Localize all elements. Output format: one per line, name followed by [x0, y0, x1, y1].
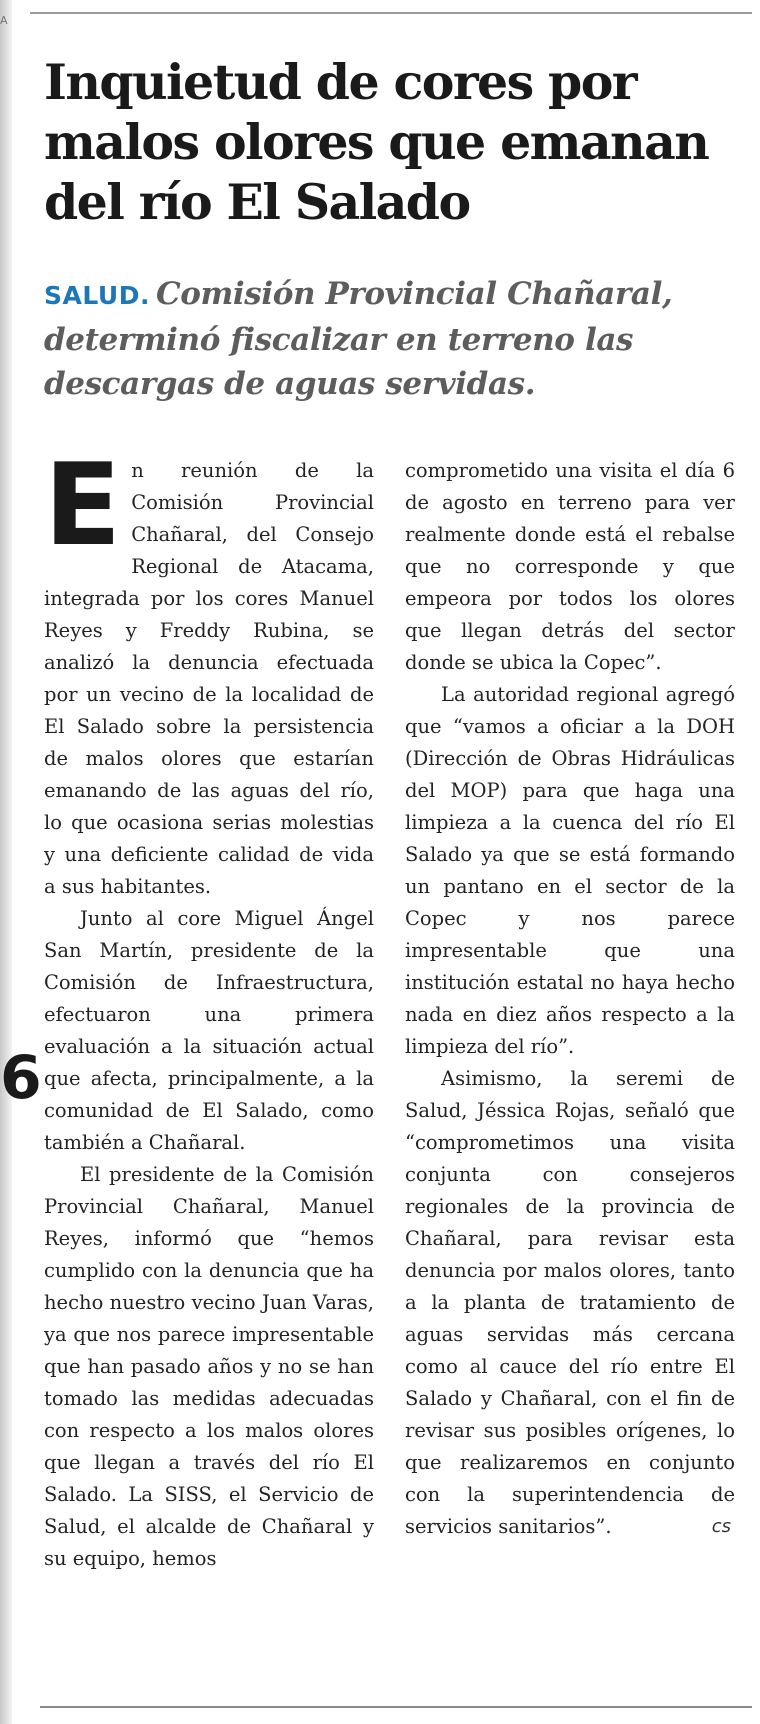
- adjacent-page-letter: A: [0, 14, 8, 27]
- deck-text: Comisión Provincial Chañaral, determinó fiscalizar en terreno las descargas de aguas servidas.: [44, 276, 673, 402]
- adjacent-page-edge: [0, 0, 42, 1724]
- paragraph-text: n reunión de la Comisión Provincial Chañaral, del Consejo Regional de Atacama, integrada por los cores Manuel Reyes y Freddy Rubina, se analizó la denuncia efectuada por un vecino de la localidad de El Salado sobre la persistencia de malos olores que estarían emanando de las aguas del río, lo que ocasiona serias molestias y una deficiente calidad de vida a sus habitantes.: [44, 459, 374, 898]
- article-deck: [44, 272, 744, 406]
- article-paragraph: La autoridad regional agregó que “vamos a oficiar a la DOH (Dirección de Obras Hidráulicas del MOP) para que haga una limpieza a la cuenca del río El Salado ya que se está formando un pantano en el sector de la Copec y nos parece impresentable que una institución estatal no haya hecho nada en diez años respecto a la limpieza del río”.: [405, 683, 735, 1058]
- article-paragraph: [44, 439, 374, 903]
- top-rule: [30, 12, 752, 14]
- article-column-left: [44, 439, 374, 1575]
- article-column-right: [405, 455, 735, 1543]
- bottom-rule: [40, 1706, 752, 1708]
- article-paragraph: [405, 1063, 735, 1543]
- end-of-article-mark: cs: [711, 1516, 731, 1537]
- article-paragraph: Junto al core Miguel Ángel San Martín, presidente de la Comisión de Infraestructura, efectuaron una primera evaluación a la situación actual que afecta, principalmente, a la comunidad de El Salado, como también a Chañaral.: [44, 907, 374, 1154]
- section-tag: SALUD.: [44, 281, 150, 310]
- article-headline: Inquietud de cores por malos olores que emanan del río El Salado: [44, 53, 709, 231]
- adjacent-page-mark: 6: [0, 1043, 42, 1113]
- article-paragraph: El presidente de la Comisión Provincial Chañaral, Manuel Reyes, informó que “hemos cumplido con la denuncia que ha hecho nuestro vecino Juan Varas, ya que nos parece impresentable que han pasado años y no se han tomado las medidas adecuadas con respecto a los malos olores que llegan a través del río El Salado. La SISS, el Servicio de Salud, el alcalde de Chañaral y su equipo, hemos: [44, 1163, 374, 1570]
- drop-cap: E: [44, 439, 122, 571]
- article-paragraph: comprometido una visita el día 6 de agosto en terreno para ver realmente donde está el rebalse que no corresponde y que empeora por todos los olores que llegan detrás del sector donde se ubica la Copec”.: [405, 459, 735, 674]
- paragraph-text: Asimismo, la seremi de Salud, Jéssica Rojas, señaló que “comprometimos una visita conjunta con consejeros regionales de la provincia de Chañaral, para revisar esta denuncia por malos olores, tanto a la planta de tratamiento de aguas servidas más cercana como al cauce del río entre El Salado y Chañaral, con el fin de revisar sus posibles orígenes, lo que realizaremos en conjunto con la superintendencia de servicios sanitarios”.: [405, 1067, 735, 1538]
